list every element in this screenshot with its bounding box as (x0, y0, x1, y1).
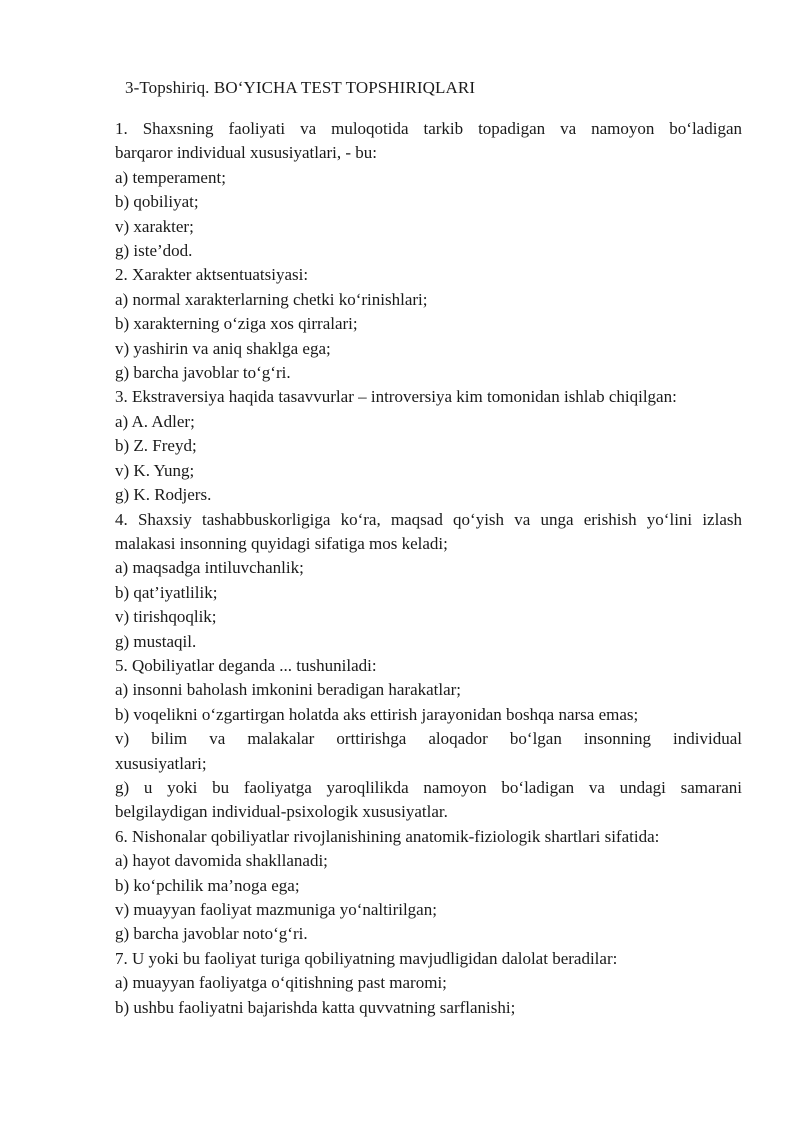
question-text: 6. Nishonalar qobiliyatlar rivojlanishining anatomik-fiziologik shartlari sifatida: (115, 826, 660, 846)
answer-option: a) maqsadga intiluvchanlik; (115, 558, 304, 578)
test-questions (115, 117, 742, 1020)
answer-option: b) voqelikni o‘zgartirgan holatda aks ettirish jarayonidan boshqa narsa emas; (115, 704, 639, 724)
question-text: 5. Qobiliyatlar deganda ... tushuniladi: (115, 655, 377, 675)
answer-option: b) ushbu faoliyatni bajarishda katta quvvatning sarflanishi; (115, 997, 516, 1017)
answer-option: v) K. Yung; (115, 460, 195, 480)
answer-option: a) insonni baholash imkonini beradigan harakatlar; (115, 680, 462, 700)
answer-option: b) qobiliyat; (115, 192, 199, 212)
answer-option: v) yashirin va aniq shaklga ega; (115, 338, 331, 358)
question-block (115, 947, 742, 1020)
answer-option: b) Z. Freyd; (115, 436, 197, 456)
question-block (115, 117, 742, 263)
answer-option: v) tirishqoqlik; (115, 607, 217, 627)
question-block (115, 263, 742, 385)
question-block (115, 654, 742, 825)
answer-option: g) barcha javoblar to‘g‘ri. (115, 363, 291, 383)
answer-option: v) bilim va malakalar orttirishga aloqador bo‘lgan insonning individual (115, 729, 742, 749)
answer-option: a) muayyan faoliyatga o‘qitishning past maromi; (115, 973, 447, 993)
question-block (115, 508, 742, 654)
answer-option: v) xarakter; (115, 216, 194, 236)
answer-option: g) u yoki bu faoliyatga yaroqlilikda namoyon bo‘ladigan va undagi samarani (115, 777, 742, 797)
question-text: 2. Xarakter aktsentuatsiyasi: (115, 265, 309, 285)
page-title: 3-Topshiriq. BO‘YICHA TEST TOPSHIRIQLARI (125, 78, 476, 97)
answer-option: a) normal xarakterlarning chetki ko‘rinishlari; (115, 289, 428, 309)
answer-option: b) qat’iyatlilik; (115, 582, 218, 602)
question-block (115, 825, 742, 947)
answer-option: xususiyatlari; (115, 753, 207, 773)
question-text: 4. Shaxsiy tashabbuskorligiga ko‘ra, maqsad qo‘yish va unga erishish yo‘lini izlash (115, 509, 742, 529)
question-text: 3. Ekstraversiya haqida tasavvurlar – introversiya kim tomonidan ishlab chiqilgan: (115, 387, 677, 407)
answer-option: belgilaydigan individual-psixologik xususiyatlar. (115, 802, 448, 822)
question-text: 1. Shaxsning faoliyati va muloqotida tarkib topadigan va namoyon bo‘ladigan (115, 119, 742, 138)
question-text: malakasi insonning quyidagi sifatiga mos keladi; (115, 533, 448, 553)
answer-option: a) temperament; (115, 167, 226, 187)
question-text: 7. U yoki bu faoliyat turiga qobiliyatning mavjudligidan dalolat beradilar: (115, 948, 618, 968)
answer-option: a) hayot davomida shakllanadi; (115, 851, 328, 871)
answer-option: g) barcha javoblar noto‘g‘ri. (115, 924, 308, 944)
answer-option: b) ko‘pchilik ma’noga ega; (115, 875, 300, 895)
answer-option: g) iste’dod. (115, 241, 193, 261)
answer-option: v) muayyan faoliyat mazmuniga yo‘naltirilgan; (115, 900, 437, 919)
answer-option: b) xarakterning o‘ziga xos qirralari; (115, 314, 358, 334)
question-block (115, 385, 742, 507)
answer-option: a) A. Adler; (115, 411, 195, 431)
answer-option: g) mustaqil. (115, 631, 197, 651)
question-text: barqaror individual xususiyatlari, - bu: (115, 143, 378, 163)
answer-option: g) K. Rodjers. (115, 485, 212, 505)
